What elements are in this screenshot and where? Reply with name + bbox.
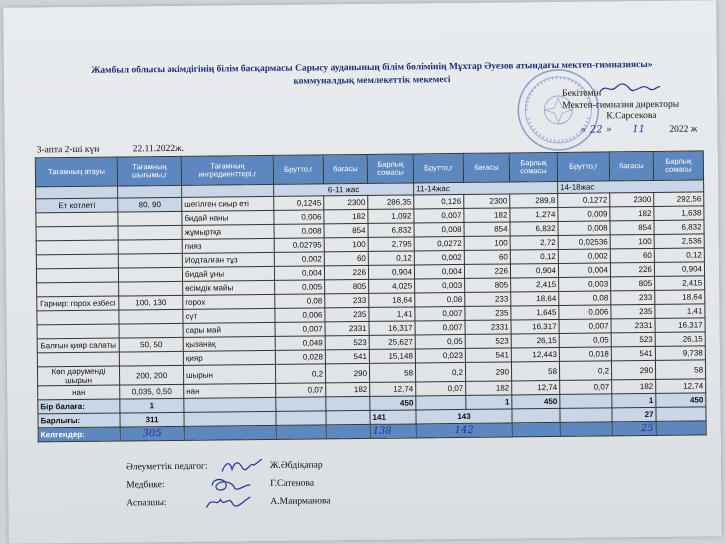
table-cell xyxy=(36,268,118,283)
total-value-3: 143 xyxy=(416,409,512,424)
table-cell: 0,2 xyxy=(559,361,611,381)
table-cell xyxy=(118,267,182,282)
approval-year: 2022 ж xyxy=(669,123,698,135)
table-cell: 0,12 xyxy=(510,249,558,264)
table-cell: 182 xyxy=(324,209,368,223)
table-cell: 235 xyxy=(611,304,655,318)
cook-signature-icon xyxy=(204,493,252,512)
table-cell: 0,007 xyxy=(415,320,465,335)
table-cell: 289,8 xyxy=(510,193,558,208)
table-cell: 2,415 xyxy=(511,277,559,292)
table-cell: бидай ұны xyxy=(182,266,274,281)
table-cell: 182 xyxy=(610,206,654,220)
table-cell: 4,025 xyxy=(369,279,415,293)
table-cell: 15,148 xyxy=(369,349,415,363)
director-signature-icon xyxy=(598,81,662,96)
table-cell: Гарнир: горох езбесі xyxy=(37,296,119,311)
table-cell: 16,317 xyxy=(369,321,415,335)
column-header-2: Тағамның шығымы,г xyxy=(117,156,181,186)
table-cell: 18,64 xyxy=(655,290,705,305)
table-cell: 0,028 xyxy=(275,350,325,365)
came-label: Келгендер: xyxy=(38,427,120,442)
table-cell: 2,795 xyxy=(368,237,414,251)
staff-name-3: А.Маирманова xyxy=(270,496,331,507)
table-cell: 0,05 xyxy=(415,334,465,349)
age-group-3: 14-18жас xyxy=(558,180,704,194)
table-cell: 1,41 xyxy=(369,307,415,321)
table-cell: 0,2 xyxy=(415,362,465,382)
column-header-5: бағасы xyxy=(323,154,367,183)
table-cell: 1,092 xyxy=(368,209,414,223)
table-cell: 2331 xyxy=(325,321,369,335)
table-cell: 26,15 xyxy=(511,333,559,348)
table-cell: 233 xyxy=(325,293,369,307)
table-cell: 0,08 xyxy=(275,294,325,309)
table-cell: 12,74 xyxy=(512,380,560,395)
column-header-3: Тағамның ингредиенттері,г xyxy=(181,155,273,185)
table-cell: 233 xyxy=(465,292,511,306)
table-cell: 290 xyxy=(465,362,511,381)
table-cell: 12,74 xyxy=(656,379,706,394)
approval-day: « 22 » xyxy=(580,123,612,136)
table-cell: пияз xyxy=(182,238,274,253)
table-cell: 100 xyxy=(324,237,368,251)
table-cell: 226 xyxy=(464,264,510,278)
table-cell: 226 xyxy=(324,265,368,279)
table-cell: 0,018 xyxy=(559,347,611,362)
total-label: Барлығы: xyxy=(38,413,120,428)
nurse-signature-icon xyxy=(208,475,252,493)
table-cell xyxy=(37,310,119,325)
table-cell: 0,003 xyxy=(415,278,465,293)
table-cell: 0,004 xyxy=(558,263,610,278)
table-cell: 290 xyxy=(325,363,369,382)
table-cell: 0,1245 xyxy=(274,196,324,211)
week-day-label: 3-апта 2-ші күн xyxy=(36,144,100,156)
table-cell: 182 xyxy=(612,379,656,393)
table-cell xyxy=(118,253,182,268)
table-cell: 854 xyxy=(464,222,510,236)
table-cell: 292,56 xyxy=(654,192,704,207)
table-cell xyxy=(118,239,182,254)
table-cell: Көп дәрумендi шырын xyxy=(37,366,119,386)
table-cell: 854 xyxy=(324,223,368,237)
table-cell: 0,003 xyxy=(559,277,611,292)
table-cell: 1,638 xyxy=(654,206,704,221)
table-cell: 1,41 xyxy=(655,304,705,319)
table-cell: 0,004 xyxy=(414,264,464,279)
table-cell: 0,2 xyxy=(275,364,325,384)
table-cell xyxy=(36,226,118,241)
table-cell: 12,74 xyxy=(370,382,416,396)
table-cell: 0,07 xyxy=(276,383,326,398)
table-cell xyxy=(118,211,182,226)
table-cell: 0,07 xyxy=(416,381,466,396)
table-cell: 182 xyxy=(326,382,370,396)
table-cell: 854 xyxy=(610,220,654,234)
table-cell: 60 xyxy=(464,250,510,264)
table-cell: 58 xyxy=(655,360,705,380)
table-cell: Иодталған тұз xyxy=(182,252,274,267)
table-cell: 60 xyxy=(610,248,654,262)
table-cell: 0,004 xyxy=(274,266,324,281)
title-line-2: коммуналдық мемлекеттік мекемесі xyxy=(293,75,451,87)
table-cell: жұмыртқа xyxy=(182,224,274,239)
table-cell: 541 xyxy=(465,348,511,362)
table-cell: сүт xyxy=(183,308,275,323)
table-cell: 523 xyxy=(325,335,369,349)
table-cell: 0,02536 xyxy=(558,235,610,250)
table-cell: 2300 xyxy=(610,192,654,206)
table-cell: 0,07 xyxy=(560,380,612,395)
table-cell: нан xyxy=(38,385,120,400)
table-cell: 805 xyxy=(465,278,511,292)
staff-name-2: Г.Сатенова xyxy=(270,478,315,489)
table-cell: 2,72 xyxy=(510,235,558,250)
table-cell: 182 xyxy=(464,208,510,222)
table-cell: 200, 200 xyxy=(119,365,183,385)
table-cell: өсімдік майы xyxy=(183,280,275,295)
table-cell: 1,645 xyxy=(511,305,559,320)
per-child-grams-1: 450 xyxy=(370,396,416,410)
table-cell: 0,007 xyxy=(275,322,325,337)
document-page xyxy=(3,0,722,543)
table-cell: 0,006 xyxy=(274,210,324,225)
age-group-1: 6-11 жас xyxy=(274,183,414,196)
per-child-count: 1 xyxy=(120,398,184,413)
table-cell: 0,005 xyxy=(275,280,325,295)
table-cell: 2,536 xyxy=(654,234,704,249)
table-cell: 290 xyxy=(611,360,655,379)
staff-name-1: Ж.Әбдiқапар xyxy=(269,460,323,471)
table-cell: 100, 130 xyxy=(119,295,183,310)
table-cell: 0,006 xyxy=(275,308,325,323)
came-value-1: 305 xyxy=(142,428,162,440)
table-cell: 12,443 xyxy=(511,347,559,362)
table-cell xyxy=(119,351,183,366)
table-cell: 2331 xyxy=(611,318,655,332)
table-cell: 6,832 xyxy=(510,221,558,236)
table-cell xyxy=(36,212,118,227)
table-cell: Балғын қияр салаты xyxy=(37,338,119,353)
table-cell: 2331 xyxy=(465,320,511,334)
table-cell: 805 xyxy=(611,276,655,290)
table-cell: 523 xyxy=(611,332,655,346)
table-cell xyxy=(119,309,183,324)
table-cell: 226 xyxy=(610,262,654,276)
table-cell: 18,64 xyxy=(511,291,559,306)
table-cell: 58 xyxy=(511,361,559,381)
total-value-1: 311 xyxy=(120,412,184,427)
table-cell: нан xyxy=(184,383,276,398)
table-cell: 0,0272 xyxy=(414,236,464,251)
table-cell: 182 xyxy=(466,381,512,395)
table-cell: 100 xyxy=(464,236,510,250)
column-header-11: бағасы xyxy=(609,151,653,180)
table-cell xyxy=(37,324,119,339)
total-value-2: 141 xyxy=(370,410,416,424)
approved-label: Бекітемін xyxy=(562,88,602,99)
table-cell: қызанақ xyxy=(183,336,275,351)
table-cell: 0,023 xyxy=(415,348,465,363)
table-cell: 0,12 xyxy=(368,251,414,265)
table-cell xyxy=(119,281,183,296)
staff-role-2: Медбике: xyxy=(126,480,165,491)
table-cell: 60 xyxy=(324,251,368,265)
table-cell: Ет котлеті xyxy=(36,198,118,213)
director-name: К.Сарсекова xyxy=(606,110,657,122)
table-cell: 0,002 xyxy=(414,250,464,265)
age-group-2: 11-14жас xyxy=(414,181,558,195)
title-line-1: Жамбыл облысы әкімдігінің білім басқармасы Сарысу ауданының білім бөлімінің Мұхтар Әуезов атындағы мектеп-гимназиясы» xyxy=(91,59,653,76)
table-cell: 16,317 xyxy=(511,319,559,334)
table-cell: 50, 50 xyxy=(119,337,183,352)
column-header-10: Брутто,г xyxy=(557,152,609,182)
table-cell: 286,35 xyxy=(368,195,414,209)
column-header-4: Брутто,г xyxy=(273,155,323,185)
table-cell: шырын xyxy=(183,364,275,384)
table-cell: 0,08 xyxy=(415,292,465,307)
table-cell: 0,002 xyxy=(558,249,610,264)
table-cell: 0,904 xyxy=(654,262,704,277)
table-cell: шегілген сиыр еті xyxy=(182,196,274,211)
table-cell xyxy=(36,254,118,269)
table-cell: 0,12 xyxy=(654,248,704,263)
table-cell: 16,317 xyxy=(655,318,705,333)
table-cell: 0,035, 0,50 xyxy=(120,384,184,399)
per-child-count-2: 1 xyxy=(466,395,512,409)
per-child-grams-3: 450 xyxy=(656,393,706,408)
table-cell: 26,15 xyxy=(655,332,705,347)
table-cell: 0,05 xyxy=(559,333,611,348)
table-cell: 0,904 xyxy=(510,263,558,278)
table-cell: 25,627 xyxy=(369,335,415,349)
table-cell: 235 xyxy=(465,306,511,320)
table-cell: 0,1272 xyxy=(558,193,610,208)
table-cell xyxy=(37,352,119,367)
approval-month: 11 xyxy=(632,123,646,135)
staff-role-3: Аспазшы: xyxy=(126,498,167,509)
table-cell: 0,007 xyxy=(415,306,465,321)
menu-date: 22.11.2022ж. xyxy=(132,143,185,155)
column-header-6: Барлық сомасы xyxy=(367,154,413,183)
table-cell xyxy=(118,225,182,240)
table-cell: 2,415 xyxy=(655,276,705,291)
table-cell: 2300 xyxy=(324,195,368,209)
table-cell xyxy=(36,240,118,255)
table-cell: 6,832 xyxy=(654,220,704,235)
table-cell: 0,007 xyxy=(559,319,611,334)
table-cell: 9,738 xyxy=(655,346,705,361)
total-value-4: 27 xyxy=(612,407,656,421)
came-value-4: 25 xyxy=(640,422,654,435)
table-cell: 58 xyxy=(369,363,415,382)
per-child-grams-2: 450 xyxy=(512,394,560,409)
per-child-count-3: 1 xyxy=(612,393,656,407)
table-body xyxy=(36,192,706,400)
table-cell: 235 xyxy=(325,307,369,321)
table-cell xyxy=(119,323,183,338)
table-cell xyxy=(37,282,119,297)
column-header-7: Брутто,г xyxy=(413,153,463,183)
table-cell: 0,008 xyxy=(558,221,610,236)
social-pedagogue-signature-icon xyxy=(220,457,264,475)
table-cell: 523 xyxy=(465,334,511,348)
table-cell: 233 xyxy=(611,290,655,304)
table-cell: 0,006 xyxy=(559,305,611,320)
table-cell: 18,64 xyxy=(369,293,415,307)
table-cell: 805 xyxy=(325,279,369,293)
column-header-1: Тағамның атауы xyxy=(35,157,117,187)
table-cell: 6,832 xyxy=(368,223,414,237)
column-header-8: бағасы xyxy=(463,153,509,182)
table-cell: 1,274 xyxy=(510,207,558,222)
table-cell: 100 xyxy=(610,234,654,248)
table-cell: 0,08 xyxy=(559,291,611,306)
per-child-label: Бір балаға: xyxy=(38,399,120,414)
came-value-2: 138 xyxy=(372,425,392,437)
table-cell: 0,049 xyxy=(275,336,325,351)
table-cell: 0,007 xyxy=(414,208,464,223)
table-cell: 0,126 xyxy=(414,194,464,209)
table-cell: 80, 90 xyxy=(118,197,182,212)
table-cell: қияр xyxy=(183,350,275,365)
table-cell: 0,002 xyxy=(274,252,324,267)
table-cell: 0,008 xyxy=(274,224,324,239)
table-cell: бидай наны xyxy=(182,210,274,225)
table-cell: 541 xyxy=(325,349,369,363)
table-cell: горох xyxy=(183,294,275,309)
table-cell: 0,008 xyxy=(414,222,464,237)
column-header-9: Барлық сомасы xyxy=(509,152,557,182)
column-header-12: Барлық сомасы xyxy=(653,151,703,181)
staff-role-1: Әлеуметтік педагог: xyxy=(125,461,208,473)
director-position: Мектеп-гимназия директоры xyxy=(562,99,680,111)
menu-table xyxy=(35,150,707,442)
table-cell: 2300 xyxy=(464,194,510,208)
table-cell: сары май xyxy=(183,322,275,337)
came-value-3: 142 xyxy=(454,424,474,437)
table-cell: 541 xyxy=(611,346,655,360)
table-cell: 0,904 xyxy=(368,265,414,279)
table-cell: 0,02795 xyxy=(274,238,324,253)
table-cell: 0,009 xyxy=(558,207,610,222)
